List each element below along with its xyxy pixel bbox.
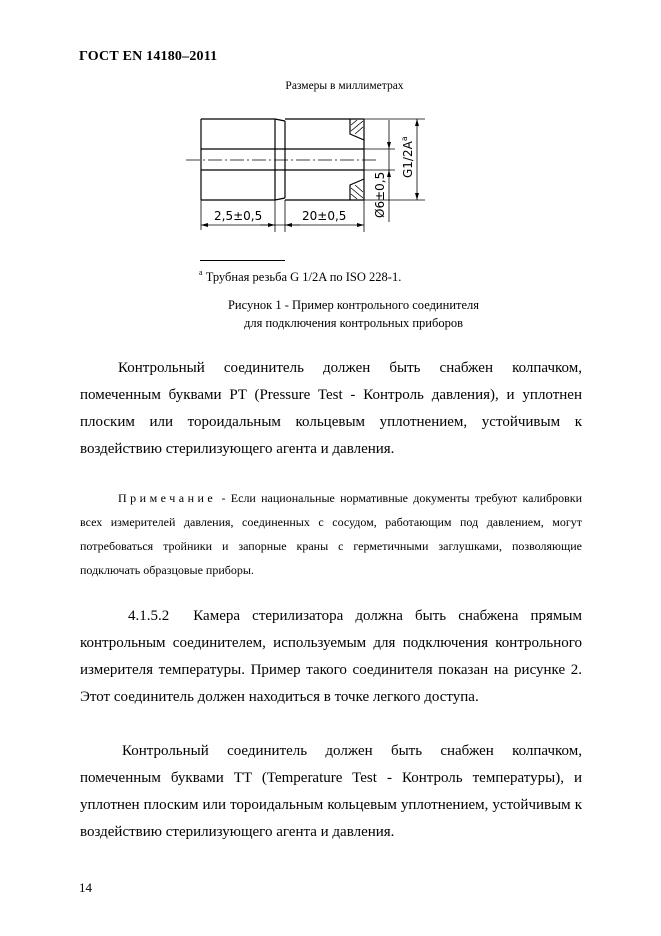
paragraph-tt-cap-text: Контрольный соединитель должен быть снабжен колпачком, помеченным буквами TT (Temperature Test - Контроль температуры), и уплотнен плоским или тороидальным кольцевым уплотнением, устойчивым к воздействию стерилизующего агента и давления. xyxy=(80,743,582,840)
dimensions-caption: Размеры в миллиметрах xyxy=(285,80,404,92)
dim-middle-label: 20±0,5 xyxy=(302,209,347,223)
figure-caption-line2: для подключения контрольных приборов xyxy=(243,316,464,330)
note-block xyxy=(80,486,582,582)
figure-footnote xyxy=(199,270,401,285)
note-text: - Если национальные нормативные документы требуют калибровки всех измерителей давления, соединенных с сосудом, работающим под давлением, могут потребоваться тройники и запорные краны с герметичными заглушками, позволяющие подключать образцовые приборы. xyxy=(80,491,582,577)
paragraph-4-1-5-2 xyxy=(80,603,582,711)
connector-drawing xyxy=(0,0,661,260)
dim-thread-mark: a xyxy=(400,136,409,142)
clause-text: Камера стерилизатора должна быть снабжена прямым контрольным соединителем, используемым для подключения контрольного измерителя температуры. Пример такого соединителя показан на рисунке 2. Этот соединитель должен находиться в точке легкого доступа. xyxy=(80,608,582,705)
clause-number: 4.1.5.2 xyxy=(128,608,170,624)
footnote-text: Трубная резьба G 1/2A по ISO 228-1. xyxy=(205,270,402,284)
figure-caption-line1: Рисунок 1 - Пример контрольного соединителя xyxy=(227,298,480,312)
footnote-separator xyxy=(200,260,285,261)
figure-caption xyxy=(0,296,661,332)
dim-thread-label xyxy=(400,136,415,178)
groove-line xyxy=(275,119,285,121)
paragraph-tt-cap xyxy=(80,738,582,846)
dim-left-label: 2,5±0,5 xyxy=(214,209,263,223)
dim-thread-text: G1/2A xyxy=(401,141,415,178)
footnote-mark: a xyxy=(199,268,203,277)
dim-diameter-label: Ø6±0,5 xyxy=(373,171,387,218)
document-header: ГОСТ EN 14180–2011 xyxy=(79,49,218,64)
paragraph-pt-cap-text: Контрольный соединитель должен быть снабжен колпачком, помеченным буквами PT (Pressure Test - Контроль давления), и уплотнен плоским или тороидальным кольцевым уплотнением, устойчивым к воздействию стерилизующего агента и давления. xyxy=(80,360,582,457)
paragraph-pt-cap xyxy=(80,355,582,463)
page-number: 14 xyxy=(79,880,92,895)
note-label: Примечание xyxy=(118,491,217,505)
